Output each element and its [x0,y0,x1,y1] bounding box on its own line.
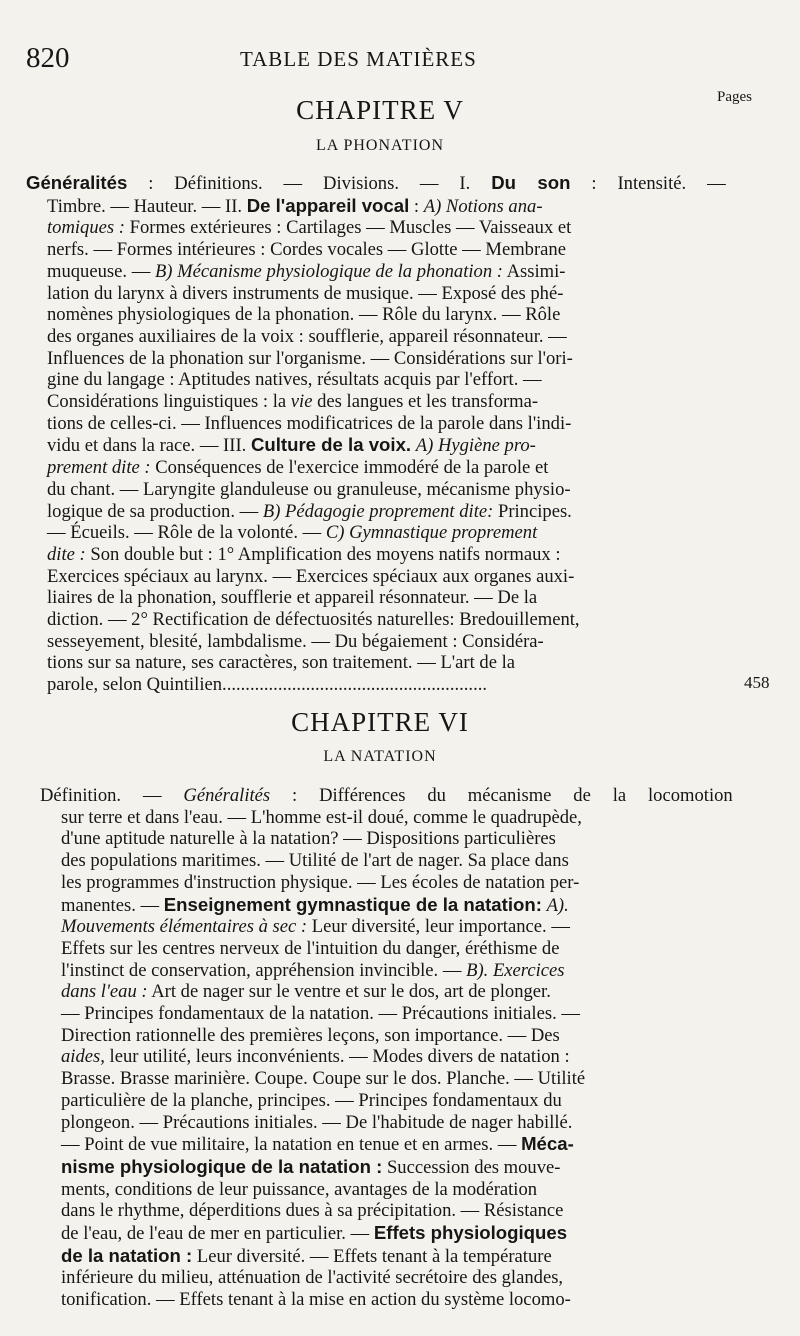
text-run: plongeon. — Précautions initiales. — De l'habitude de nager habillé. [61,1111,573,1133]
contents-line [26,501,726,523]
contents-line [40,1222,733,1245]
text-run: des populations maritimes. — Utilité de l'art de nager. Sa place dans [61,850,569,872]
contents-line [26,566,726,588]
text-run: Principes. [493,500,572,522]
text-run: Formes extérieures : Cartilages — Muscles — Vaisseaux et [124,217,572,239]
contents-line [26,457,726,479]
contents-line [40,1156,733,1179]
text-run: parole, selon Quintilien......................................................... [47,674,488,696]
contents-line [26,391,726,413]
text-run: inférieure du milieu, atténuation de l'activité secrétoire des glandes, [61,1267,564,1289]
page-number: 820 [26,42,70,74]
text-run: tonification. — Effets tenant à la mise en action du système locomo- [61,1289,571,1311]
contents-line [40,1046,733,1068]
italic-run: dans l'eau : [61,981,148,1003]
text-run: d'une aptitude naturelle à la natation? — Dispositions particulières [61,828,556,850]
text-run: — Principes fondamentaux de la natation. — Précautions initiales. — [61,1003,580,1025]
text-run: : Définitions. — Divisions. — I. [127,173,492,194]
contents-line [40,807,733,829]
italic-run: tomiques : [47,217,125,239]
chapter-6-contents [40,785,733,1311]
bold-heading-run: Du son [491,172,571,193]
contents-line [40,1245,733,1268]
italic-run: prement dite : [47,457,151,479]
text-run: : Différences du mécanisme de la locomotion [270,785,733,806]
italic-run: A) Hygiène pro- [415,435,536,457]
contents-line [26,261,726,283]
text-run: dans le rhythme, déperditions dues à sa précipitation. — Résistance [61,1200,564,1222]
text-run: sur terre et dans l'eau. — L'homme est-il doué, comme le quadrupède, [61,806,582,828]
text-run: Assimi- [502,260,566,282]
text-run: Art de nager sur le ventre et sur le dos, art de plonger. [147,981,551,1003]
text-run: Succession des mouve- [382,1156,561,1178]
contents-line [26,172,726,195]
contents-line [40,1112,733,1134]
italic-run: aides, [61,1046,105,1068]
text-run: des organes auxiliaires de la voix : soufflerie, appareil résonnateur. — [47,325,567,347]
contents-line [26,217,726,239]
chapter-5-contents [26,172,726,696]
chapter-5-page-ref: 458 [744,673,770,692]
pages-column-label: Pages [717,89,752,105]
text-run: Effets sur les centres nerveux de l'intuition du danger, éréthisme de [61,937,560,959]
contents-line [40,916,733,938]
text-run: — Écueils. — Rôle de la volonté. — [47,522,326,544]
contents-line [26,674,726,696]
contents-line [40,1090,733,1112]
contents-line [26,544,726,566]
text-run: : Intensité. — [570,173,726,194]
italic-run: C) Gymnastique proprement [325,522,538,544]
contents-line [26,587,726,609]
contents-line [40,1068,733,1090]
italic-run: Généralités [183,785,271,806]
text-run: tions de celles-ci. — Influences modificatrices de la parole dans l'indi- [47,412,572,434]
chapter-5-subtitle: LA PHONATION [316,137,444,154]
text-run: logique de sa production. — [47,500,263,522]
contents-line [40,1267,733,1289]
bold-heading-run: de la natation : [61,1244,193,1266]
italic-run: B). Exercices [466,959,565,981]
contents-line [40,1200,733,1222]
contents-line [40,1025,733,1047]
contents-line [26,522,726,544]
italic-run: Mouvements élémentaires à sec : [61,916,308,938]
text-run: Définition. — [40,785,184,806]
contents-line [26,283,726,305]
text-run: du chant. — Laryngite glanduleuse ou granuleuse, mécanisme physio- [47,478,571,500]
contents-line [40,1179,733,1201]
text-run: Direction rationnelle des premières leçons, son importance. — Des [61,1024,560,1046]
contents-line [40,938,733,960]
text-run: manentes. — [61,894,164,916]
contents-line [40,872,733,894]
text-run: — Point de vue militaire, la natation en tenue et en armes. — [61,1134,522,1156]
text-run: ments, conditions de leur puissance, avantages de la modération [61,1178,538,1200]
contents-line [26,369,726,391]
italic-run: vie [290,391,313,413]
contents-line [40,960,733,982]
bold-heading-run: Généralités [26,172,128,193]
text-run: nerfs. — Formes intérieures : Cordes vocales — Glotte — Membrane [47,239,566,261]
text-run: Timbre. — Hauteur. — II. [47,195,247,217]
text-run: muqueuse. — [47,260,155,282]
text-run: Influences de la phonation sur l'organisme. — Considérations sur l'ori- [47,347,573,369]
text-run: leur utilité, leurs inconvénients. — Modes divers de natation : [104,1046,570,1068]
bold-heading-run: nisme physiologique de la natation : [61,1155,383,1177]
chapter-6-title: CHAPITRE VI [291,707,469,737]
contents-line [26,652,726,674]
contents-line [40,785,733,807]
contents-line [40,850,733,872]
text-run: lation du larynx à divers instruments de musique. — Exposé des phé- [47,282,564,304]
text-run: diction. — 2° Rectification de défectuosités naturelles: Bredouillement, [47,609,580,631]
contents-line [40,1289,733,1311]
text-run: liaires de la phonation, soufflerie et appareil résonnateur. — De la [47,587,538,609]
text-run: sesseyement, blesité, lambdalisme. — Du bégaiement : Considéra- [47,630,544,652]
contents-line [26,631,726,653]
running-title: TABLE DES MATIÈRES [240,47,477,71]
contents-line [26,348,726,370]
italic-run: B) Mécanisme physiologique de la phonation : [154,260,503,282]
bold-heading-run: Culture de la voix. [250,434,412,456]
contents-line [40,1133,733,1156]
bold-heading-run: Enseignement gymnastique de la natation: [163,893,542,915]
contents-line [26,195,726,218]
text-run: Leur diversité, leur importance. — [307,916,570,938]
text-run: Son double but : 1° Amplification des moyens natifs normaux : [85,543,561,565]
bold-heading-run: De l'appareil vocal [246,194,410,216]
contents-line [26,413,726,435]
bold-heading-run: Méca- [521,1133,574,1155]
contents-line [40,1003,733,1025]
text-run: l'instinct de conservation, appréhension invincible. — [61,959,467,981]
text-run: : [409,195,424,217]
contents-line [26,434,726,457]
italic-run: A) Notions ana- [423,195,543,217]
italic-run: B) Pédagogie proprement dite: [262,500,494,522]
text-run: des langues et les transforma- [312,391,539,413]
text-run: Considérations linguistiques : la [47,391,291,413]
text-run: nomènes physiologiques de la phonation. — Rôle du larynx. — Rôle [47,304,561,326]
contents-line [40,981,733,1003]
contents-line [26,326,726,348]
contents-line [26,239,726,261]
text-run: particulière de la planche, principes. — Principes fondamentaux du [61,1089,562,1111]
italic-run: dite : [47,543,86,565]
contents-line [26,479,726,501]
text-run: vidu et dans la race. — III. [47,435,251,457]
text-run: tions sur sa nature, ses caractères, son traitement. — L'art de la [47,652,516,674]
contents-line [40,894,733,917]
contents-line [26,304,726,326]
text-run: Brasse. Brasse marinière. Coupe. Coupe sur le dos. Planche. — Utilité [61,1068,586,1090]
text-run: les programmes d'instruction physique. — Les écoles de natation per- [61,871,580,893]
text-run: gine du langage : Aptitudes natives, résultats acquis par l'effort. — [47,369,542,391]
contents-line [26,609,726,631]
text-run: Conséquences de l'exercice immodéré de la parole et [150,457,549,479]
chapter-5-title: CHAPITRE V [296,95,464,125]
bold-heading-run: Effets physiologiques [373,1222,568,1244]
text-run: Exercices spéciaux au larynx. — Exercices spéciaux aux organes auxi- [47,565,575,587]
text-run: de l'eau, de l'eau de mer en particulier. — [61,1223,374,1245]
chapter-6-subtitle: LA NATATION [323,748,437,765]
italic-run: A). [546,894,569,916]
contents-line [40,828,733,850]
text-run: Leur diversité. — Effets tenant à la température [192,1245,552,1267]
